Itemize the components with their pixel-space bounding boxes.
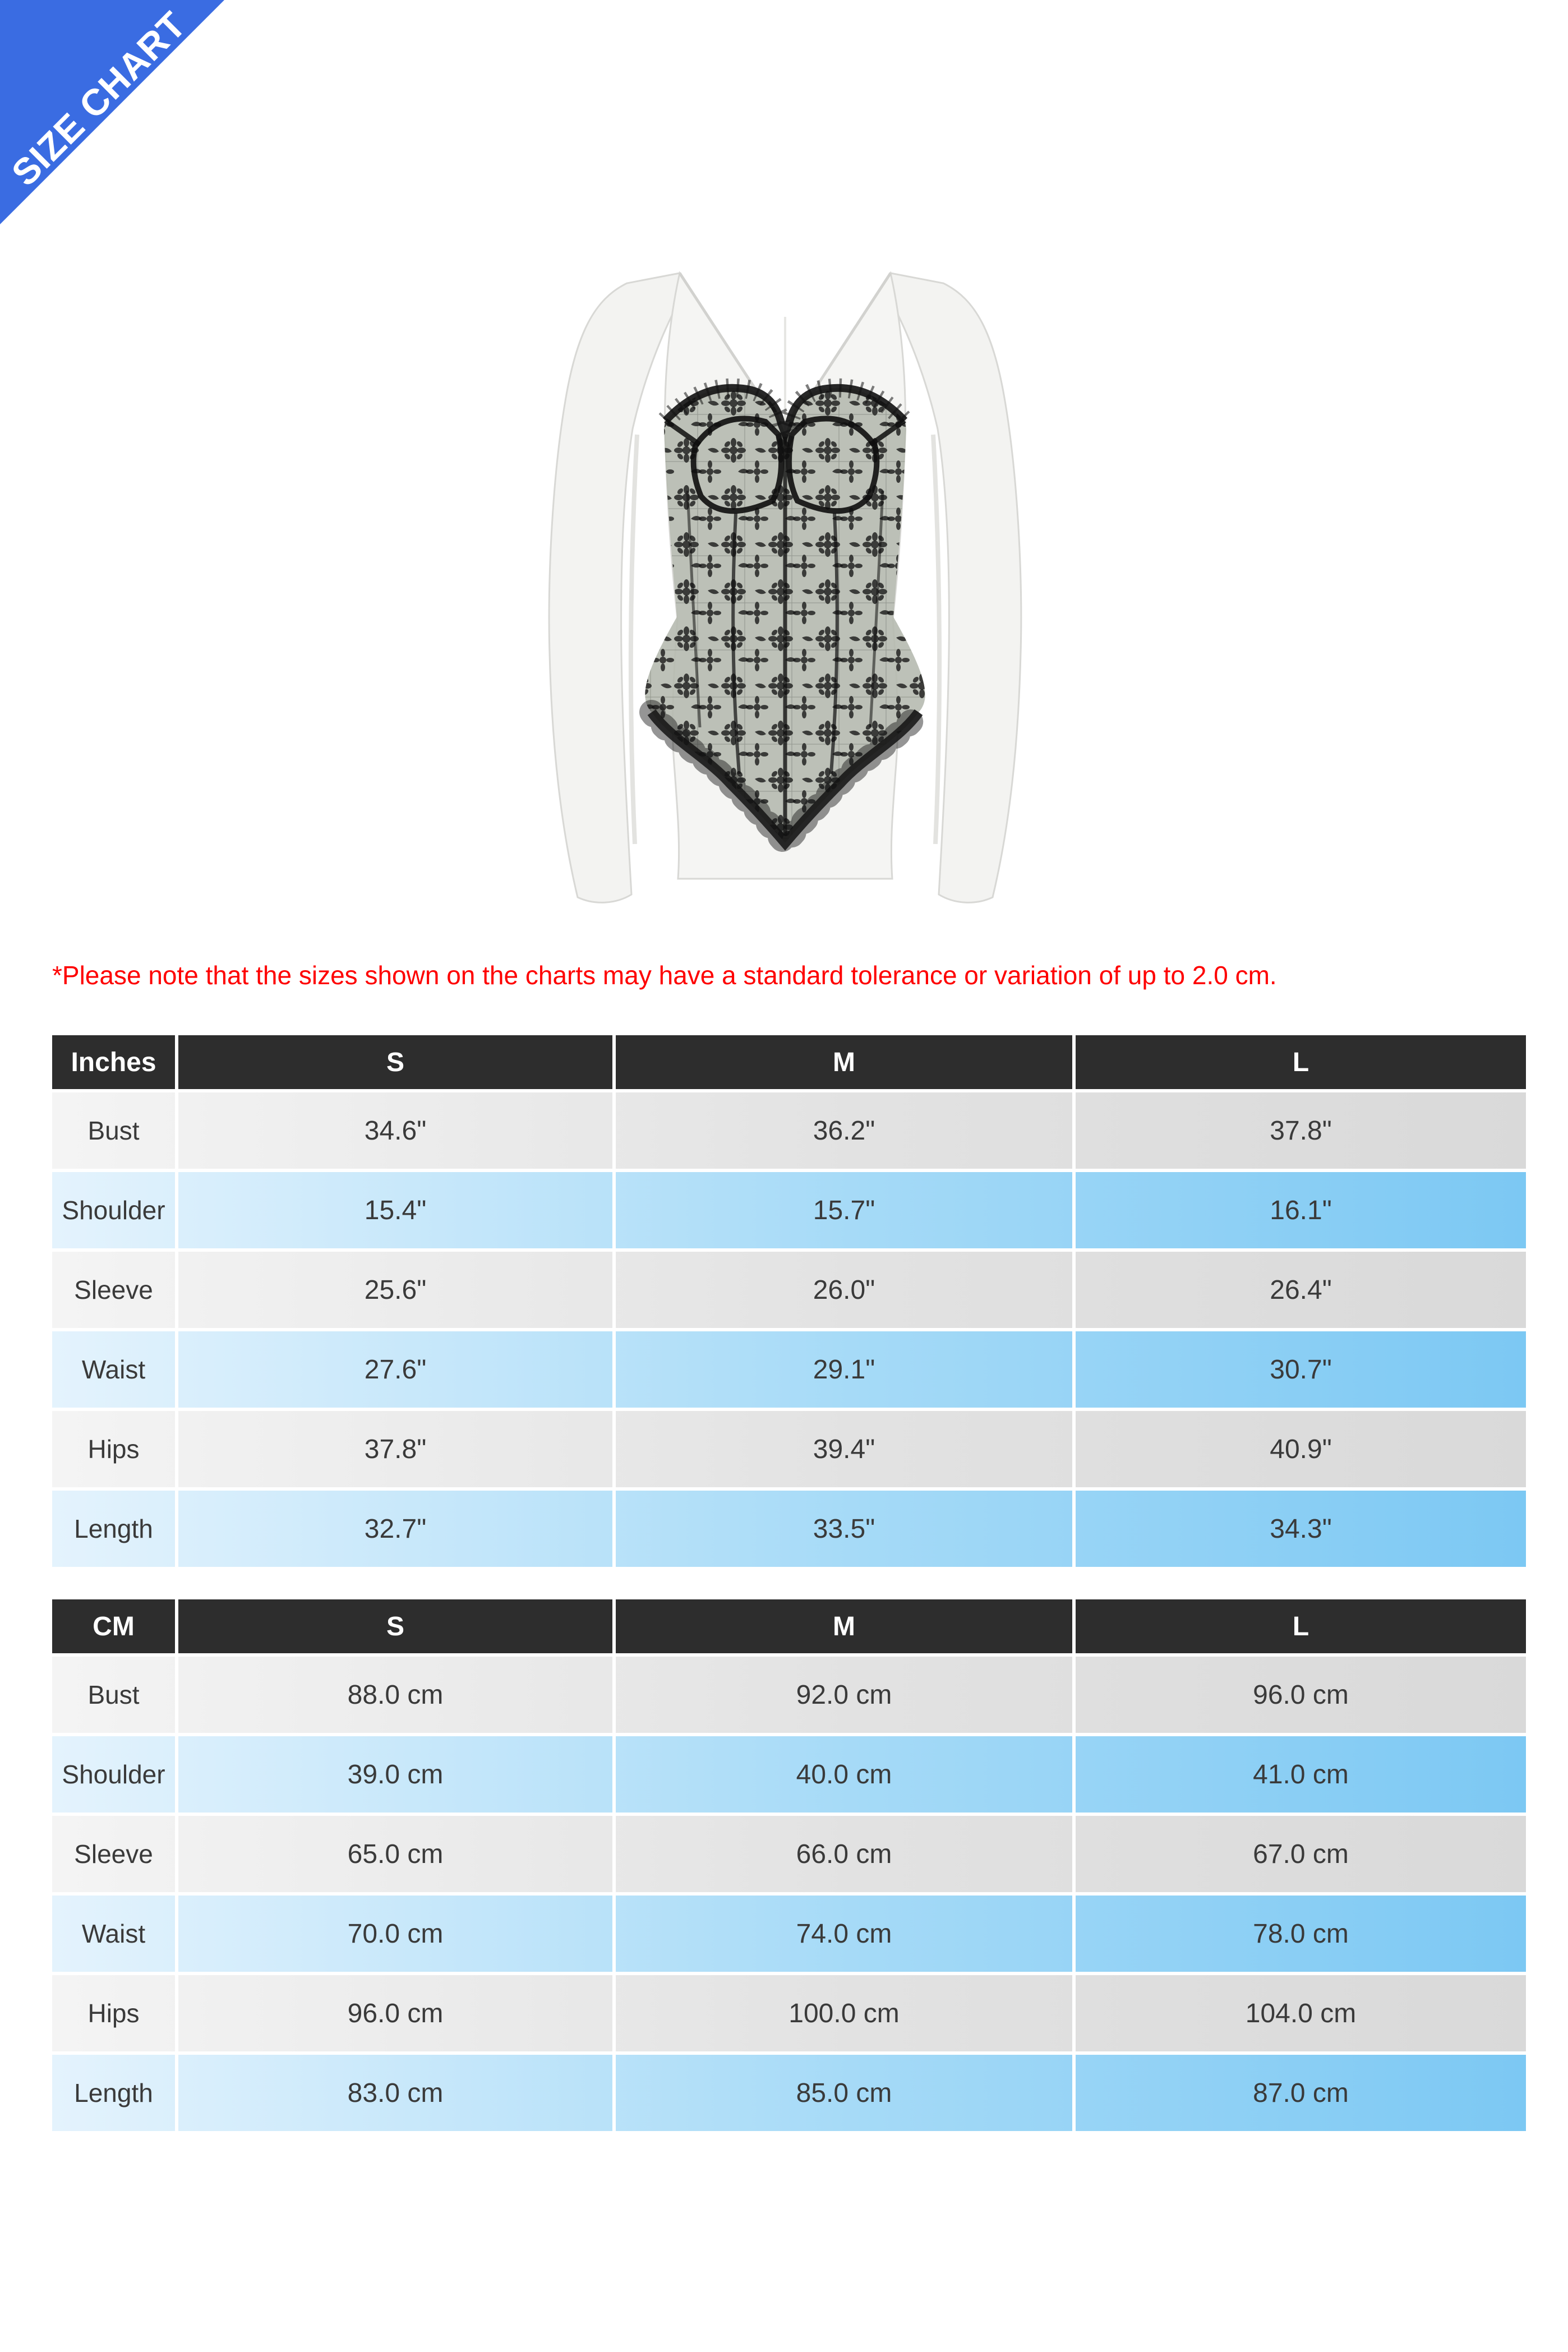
row-label-cell: Hips bbox=[87, 1999, 140, 2028]
row-label-cell: Shoulder bbox=[62, 1196, 165, 1225]
size-column-header-m: M bbox=[833, 1611, 855, 1641]
size-chart-ribbon bbox=[0, 0, 241, 241]
product-photo-dress bbox=[533, 250, 1037, 906]
size-value-cell: 104.0 cm bbox=[1245, 1998, 1357, 2028]
size-value-cell: 40.0 cm bbox=[796, 1759, 892, 1790]
size-value-cell: 78.0 cm bbox=[1253, 1919, 1349, 1949]
size-value-cell: 70.0 cm bbox=[347, 1919, 444, 1949]
size-value-cell: 27.6" bbox=[364, 1354, 427, 1385]
size-value-cell: 100.0 cm bbox=[788, 1998, 900, 2028]
size-column-header-l: L bbox=[1292, 1047, 1309, 1077]
table-row bbox=[52, 1657, 1526, 1733]
size-value-cell: 36.2" bbox=[813, 1115, 875, 1146]
size-value-cell: 65.0 cm bbox=[347, 1839, 444, 1869]
row-label-cell: Sleeve bbox=[74, 1275, 153, 1304]
row-label-cell: Bust bbox=[87, 1680, 140, 1709]
size-value-cell: 83.0 cm bbox=[347, 2078, 444, 2108]
row-label-cell: Length bbox=[74, 2078, 153, 2107]
size-value-cell: 66.0 cm bbox=[796, 1839, 892, 1869]
size-value-cell: 41.0 cm bbox=[1253, 1759, 1349, 1790]
ribbon-label: SIZE CHART bbox=[3, 3, 194, 194]
row-label-cell: Length bbox=[74, 1514, 153, 1543]
size-value-cell: 34.3" bbox=[1270, 1514, 1332, 1544]
unit-header-cell: Inches bbox=[71, 1047, 156, 1077]
table-row bbox=[52, 1896, 1526, 1972]
size-value-cell: 30.7" bbox=[1270, 1354, 1332, 1385]
size-value-cell: 29.1" bbox=[813, 1354, 875, 1385]
size-value-cell: 87.0 cm bbox=[1253, 2078, 1349, 2108]
size-value-cell: 37.8" bbox=[1270, 1115, 1332, 1146]
size-value-cell: 32.7" bbox=[364, 1514, 427, 1544]
size-value-cell: 92.0 cm bbox=[796, 1680, 892, 1710]
row-label-cell: Bust bbox=[87, 1116, 140, 1145]
table-row bbox=[52, 1975, 1526, 2051]
size-value-cell: 25.6" bbox=[364, 1275, 427, 1305]
size-table-cm bbox=[49, 1596, 1529, 2134]
unit-header-cell: CM bbox=[93, 1611, 135, 1641]
size-value-cell: 39.4" bbox=[813, 1434, 875, 1464]
row-label-cell: Waist bbox=[81, 1355, 146, 1384]
size-value-cell: 26.0" bbox=[813, 1275, 875, 1305]
size-column-header-l: L bbox=[1292, 1611, 1309, 1641]
row-label-cell: Sleeve bbox=[74, 1839, 153, 1869]
size-value-cell: 39.0 cm bbox=[347, 1759, 444, 1790]
size-value-cell: 34.6" bbox=[364, 1115, 427, 1146]
size-value-cell: 96.0 cm bbox=[1253, 1680, 1349, 1710]
size-value-cell: 33.5" bbox=[813, 1514, 875, 1544]
table-row bbox=[52, 1411, 1526, 1487]
table-header-row bbox=[52, 1599, 1526, 1653]
table-row bbox=[52, 1252, 1526, 1328]
size-column-header-s: S bbox=[386, 1047, 404, 1077]
size-table-inches bbox=[49, 1032, 1529, 1570]
size-value-cell: 15.4" bbox=[364, 1195, 427, 1225]
size-value-cell: 26.4" bbox=[1270, 1275, 1332, 1305]
tolerance-note: *Please note that the sizes shown on the charts may have a standard tolerance or variation of up to 2.0 cm. bbox=[52, 961, 1277, 990]
row-label-cell: Shoulder bbox=[62, 1760, 165, 1789]
size-column-header-s: S bbox=[386, 1611, 404, 1641]
table-row bbox=[52, 2055, 1526, 2131]
table-row bbox=[52, 1172, 1526, 1248]
size-value-cell: 37.8" bbox=[364, 1434, 427, 1464]
table-row bbox=[52, 1491, 1526, 1567]
table-row bbox=[52, 1736, 1526, 1813]
size-value-cell: 15.7" bbox=[813, 1195, 875, 1225]
table-row bbox=[52, 1092, 1526, 1169]
size-value-cell: 96.0 cm bbox=[347, 1998, 444, 2028]
table-header-row bbox=[52, 1035, 1526, 1089]
size-value-cell: 88.0 cm bbox=[347, 1680, 444, 1710]
size-value-cell: 16.1" bbox=[1270, 1195, 1332, 1225]
size-value-cell: 85.0 cm bbox=[796, 2078, 892, 2108]
size-column-header-m: M bbox=[833, 1047, 855, 1077]
table-row bbox=[52, 1816, 1526, 1892]
size-value-cell: 67.0 cm bbox=[1253, 1839, 1349, 1869]
row-label-cell: Waist bbox=[81, 1919, 146, 1948]
table-row bbox=[52, 1331, 1526, 1408]
size-value-cell: 40.9" bbox=[1270, 1434, 1332, 1464]
row-label-cell: Hips bbox=[87, 1435, 140, 1464]
size-value-cell: 74.0 cm bbox=[796, 1919, 892, 1949]
